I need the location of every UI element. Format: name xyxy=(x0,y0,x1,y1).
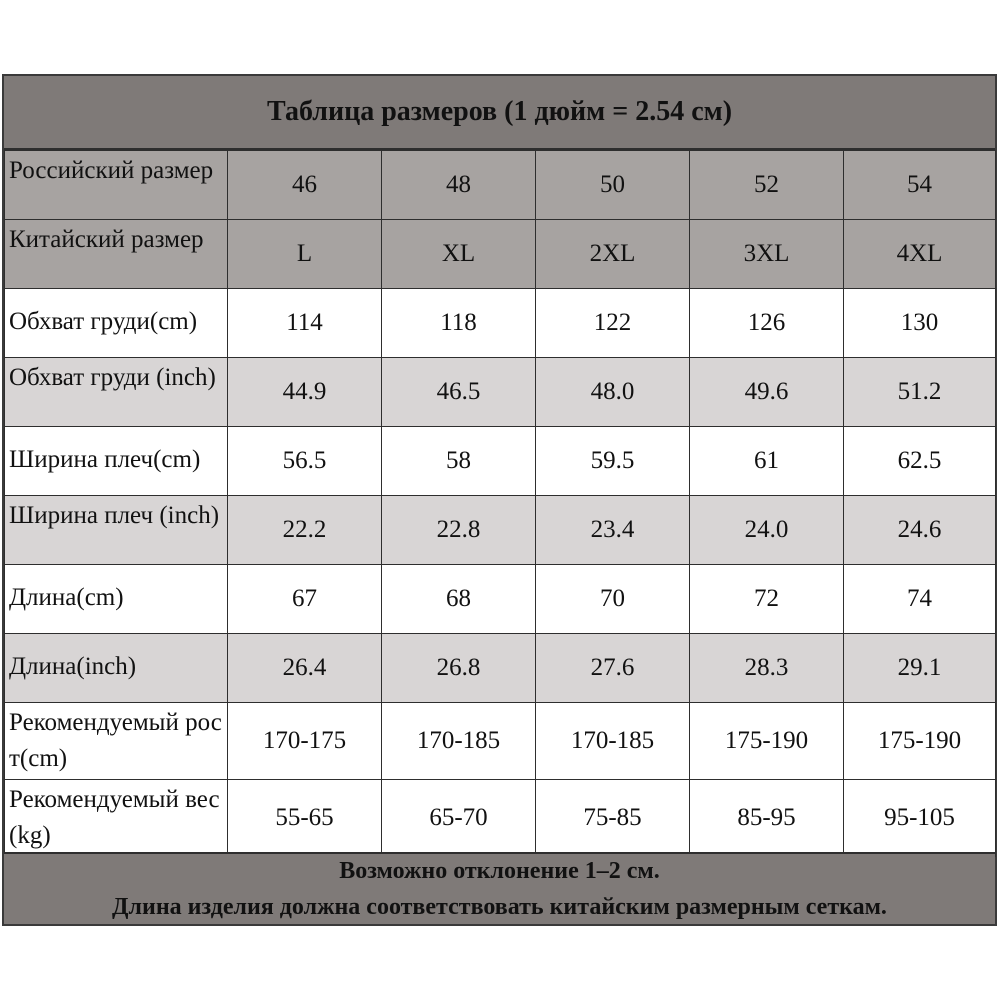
row-label: Ширина плеч(cm) xyxy=(5,427,228,496)
table-cell: 67 xyxy=(228,565,382,634)
table-row-length-cm xyxy=(5,565,996,634)
table-cell: 95-105 xyxy=(844,780,996,857)
table-row-russian-size xyxy=(5,151,996,220)
table-cell: 29.1 xyxy=(844,634,996,703)
table-cell: 114 xyxy=(228,289,382,358)
table-cell: 170-185 xyxy=(536,703,690,780)
table-cell: 46 xyxy=(228,151,382,220)
table-cell: 24.6 xyxy=(844,496,996,565)
table-cell: 28.3 xyxy=(690,634,844,703)
table-cell: 24.0 xyxy=(690,496,844,565)
table-cell: 27.6 xyxy=(536,634,690,703)
table-row-shoulder-inch xyxy=(5,496,996,565)
table-cell: 51.2 xyxy=(844,358,996,427)
table-cell: 68 xyxy=(382,565,536,634)
table-row-chest-cm xyxy=(5,289,996,358)
table-row-recommended-height xyxy=(5,703,996,780)
table-cell: 22.2 xyxy=(228,496,382,565)
table-row-recommended-weight xyxy=(5,780,996,857)
table-cell: 49.6 xyxy=(690,358,844,427)
table-cell: 4XL xyxy=(844,220,996,289)
table-cell: 59.5 xyxy=(536,427,690,496)
row-label: Китайский размер xyxy=(5,220,228,289)
table-cell: L xyxy=(228,220,382,289)
row-label: Рекомендуемый вес (kg) xyxy=(5,780,228,857)
table-cell: 74 xyxy=(844,565,996,634)
table-cell: 26.8 xyxy=(382,634,536,703)
table-cell: 48.0 xyxy=(536,358,690,427)
table-cell: 175-190 xyxy=(844,703,996,780)
table-cell: 175-190 xyxy=(690,703,844,780)
table-cell: 61 xyxy=(690,427,844,496)
table-cell: 122 xyxy=(536,289,690,358)
size-table xyxy=(4,150,996,857)
footer-note-chinese-sizes: Длина изделия должна соответствовать китайским размерным сеткам. xyxy=(112,894,887,920)
table-row-chinese-size xyxy=(5,220,996,289)
table-cell: 170-185 xyxy=(382,703,536,780)
table-title: Таблица размеров (1 дюйм = 2.54 см) xyxy=(4,76,995,150)
row-label: Российский размер xyxy=(5,151,228,220)
table-cell: 126 xyxy=(690,289,844,358)
table-cell: 118 xyxy=(382,289,536,358)
table-row-chest-inch xyxy=(5,358,996,427)
row-label: Длина(inch) xyxy=(5,634,228,703)
table-cell: 70 xyxy=(536,565,690,634)
table-cell: 62.5 xyxy=(844,427,996,496)
table-cell: 52 xyxy=(690,151,844,220)
table-footer xyxy=(4,852,995,924)
table-cell: 22.8 xyxy=(382,496,536,565)
row-label: Обхват груди(cm) xyxy=(5,289,228,358)
table-cell: 75-85 xyxy=(536,780,690,857)
table-row-length-inch xyxy=(5,634,996,703)
table-cell: 130 xyxy=(844,289,996,358)
table-cell: 23.4 xyxy=(536,496,690,565)
table-cell: 46.5 xyxy=(382,358,536,427)
table-row-shoulder-cm xyxy=(5,427,996,496)
table-cell: 56.5 xyxy=(228,427,382,496)
table-cell: 54 xyxy=(844,151,996,220)
table-cell: 170-175 xyxy=(228,703,382,780)
row-label: Рекомендуемый рост(cm) xyxy=(5,703,228,780)
table-cell: 44.9 xyxy=(228,358,382,427)
table-cell: 65-70 xyxy=(382,780,536,857)
size-chart xyxy=(2,74,997,926)
table-cell: 48 xyxy=(382,151,536,220)
table-cell: 72 xyxy=(690,565,844,634)
table-cell: 2XL xyxy=(536,220,690,289)
row-label: Обхват груди (inch) xyxy=(5,358,228,427)
table-cell: 55-65 xyxy=(228,780,382,857)
table-cell: XL xyxy=(382,220,536,289)
table-cell: 50 xyxy=(536,151,690,220)
row-label: Длина(cm) xyxy=(5,565,228,634)
table-cell: 58 xyxy=(382,427,536,496)
footer-note-deviation: Возможно отклонение 1–2 см. xyxy=(339,858,660,884)
table-cell: 85-95 xyxy=(690,780,844,857)
row-label: Ширина плеч (inch) xyxy=(5,496,228,565)
table-cell: 26.4 xyxy=(228,634,382,703)
table-cell: 3XL xyxy=(690,220,844,289)
